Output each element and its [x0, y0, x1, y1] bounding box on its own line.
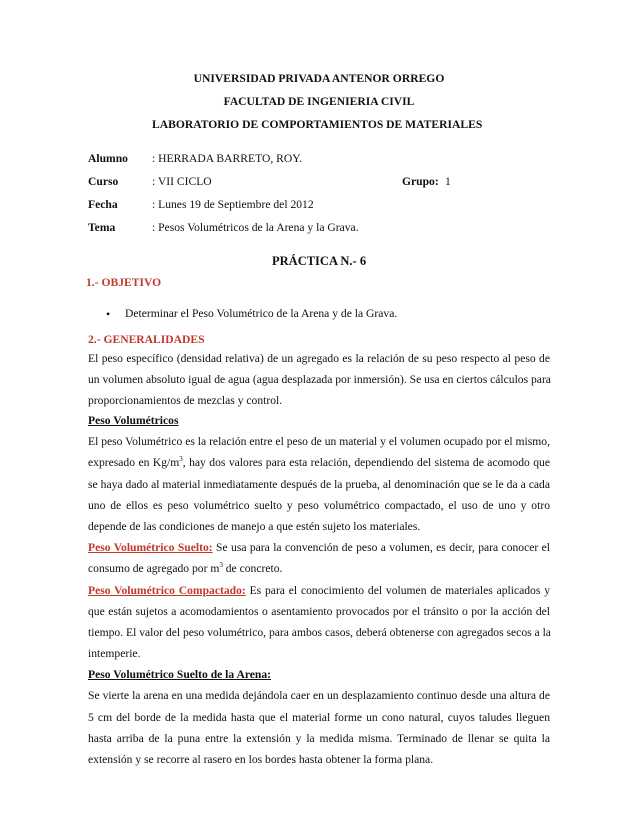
- text-line: se haya dado al material inmediatamente después de la prueba, al denominación que se le da a cada: [88, 477, 550, 491]
- text-fragment: consumo de agregado por m: [88, 562, 220, 576]
- text-line-with-unit: [88, 452, 550, 473]
- alumno-label: Alumno: [88, 152, 128, 165]
- arena-heading: Peso Volumétrico Suelto de la Arena:: [88, 668, 272, 682]
- suelto-label: Peso Volumétrico Suelto:: [88, 541, 213, 555]
- text-fragment: Es para el conocimiento del volumen de materiales aplicados y: [245, 583, 550, 597]
- text-line: un volumen absoluto igual de agua (agua desplazada por inmersión). Se usa en ciertos cálculos para: [88, 373, 551, 387]
- text-fragment: expresado en Kg/m: [88, 456, 180, 470]
- text-line: 5 cm del borde de la medida hasta que el material forme un cono natural, cuyos taludes lleguen: [88, 710, 550, 724]
- section-generalidades-heading: 2.- GENERALIDADES: [88, 333, 205, 346]
- text-line: que están sujetos a acomodamientos o asentamiento provocados por el tránsito o por la acción del: [88, 604, 550, 618]
- text-line-with-unit: [88, 558, 550, 579]
- text-line: uno de ellos es peso volumétrico suelto y peso volumétrico compactado, el uso de uno y otro: [88, 498, 550, 512]
- text-line: hasta arriba de la puna entre la extensión y la medida misma. Terminado de llenar se quita la: [88, 731, 550, 745]
- text-line: extensión y se recorre al rasero en los bordes hasta obtener la forma plana.: [88, 753, 434, 766]
- tema-value: : Pesos Volumétricos de la Arena y la Grava.: [152, 221, 359, 234]
- text-line: Se vierte la arena en una medida dejándola caer en un desplazamiento continuo desde una altura de: [88, 689, 550, 703]
- superscript: 3: [179, 455, 183, 464]
- faculty-name: FACULTAD DE INGENIERIA CIVIL: [223, 95, 415, 108]
- grupo-value: 1: [445, 175, 451, 188]
- laboratory-name: LABORATORIO DE COMPORTAMIENTOS DE MATERIALES: [152, 118, 483, 131]
- curso-value: : VII CICLO: [152, 175, 212, 188]
- suelto-line: [88, 537, 550, 558]
- objetivo-bullet-text: Determinar el Peso Volumétrico de la Arena y de la Grava.: [125, 307, 398, 320]
- generalidades-intro: [88, 348, 550, 412]
- superscript: 3: [219, 561, 223, 570]
- fecha-value: : Lunes 19 de Septiembre del 2012: [152, 198, 314, 211]
- bullet-icon: •: [106, 307, 111, 321]
- compactado-label: Peso Volumétrico Compactado:: [88, 583, 246, 597]
- peso-volumetrico-section: [88, 410, 550, 770]
- grupo-label: Grupo:: [402, 175, 439, 188]
- text-fragment: de concreto.: [222, 562, 283, 576]
- text-fragment: Se usa para la convención de peso a volumen, es decir, para conocer el: [212, 541, 550, 555]
- tema-label: Tema: [88, 221, 116, 234]
- text-line: proporcionamientos de mezclas y control.: [88, 394, 283, 408]
- fecha-label: Fecha: [88, 198, 118, 211]
- compactado-line: [88, 580, 550, 601]
- text-fragment: , hay dos valores para esta relación, dependiendo del sistema de acomodo que: [182, 456, 550, 470]
- text-line: tiempo. El valor del peso volumétrico, para ambos casos, deberá obtenerse con agregados secos a la: [88, 625, 551, 639]
- peso-volumetrico-heading: Peso Volumétricos: [88, 414, 179, 427]
- section-objetivo-heading: 1.- OBJETIVO: [86, 276, 162, 289]
- alumno-value: : HERRADA BARRETO, ROY.: [152, 152, 302, 165]
- practice-title: PRÁCTICA N.- 6: [272, 254, 367, 268]
- text-line: depende de las condiciones de manejo a que estén sujeto los materiales.: [88, 519, 421, 533]
- text-line: intemperie.: [88, 647, 141, 661]
- university-name: UNIVERSIDAD PRIVADA ANTENOR ORREGO: [193, 72, 445, 85]
- text-line: El peso específico (densidad relativa) de un agregado es la relación de su peso respecto al peso de: [88, 352, 550, 365]
- text-line: El peso Volumétrico es la relación entre el peso de un material y el volumen ocupado por el mismo,: [88, 435, 550, 449]
- curso-label: Curso: [88, 175, 119, 188]
